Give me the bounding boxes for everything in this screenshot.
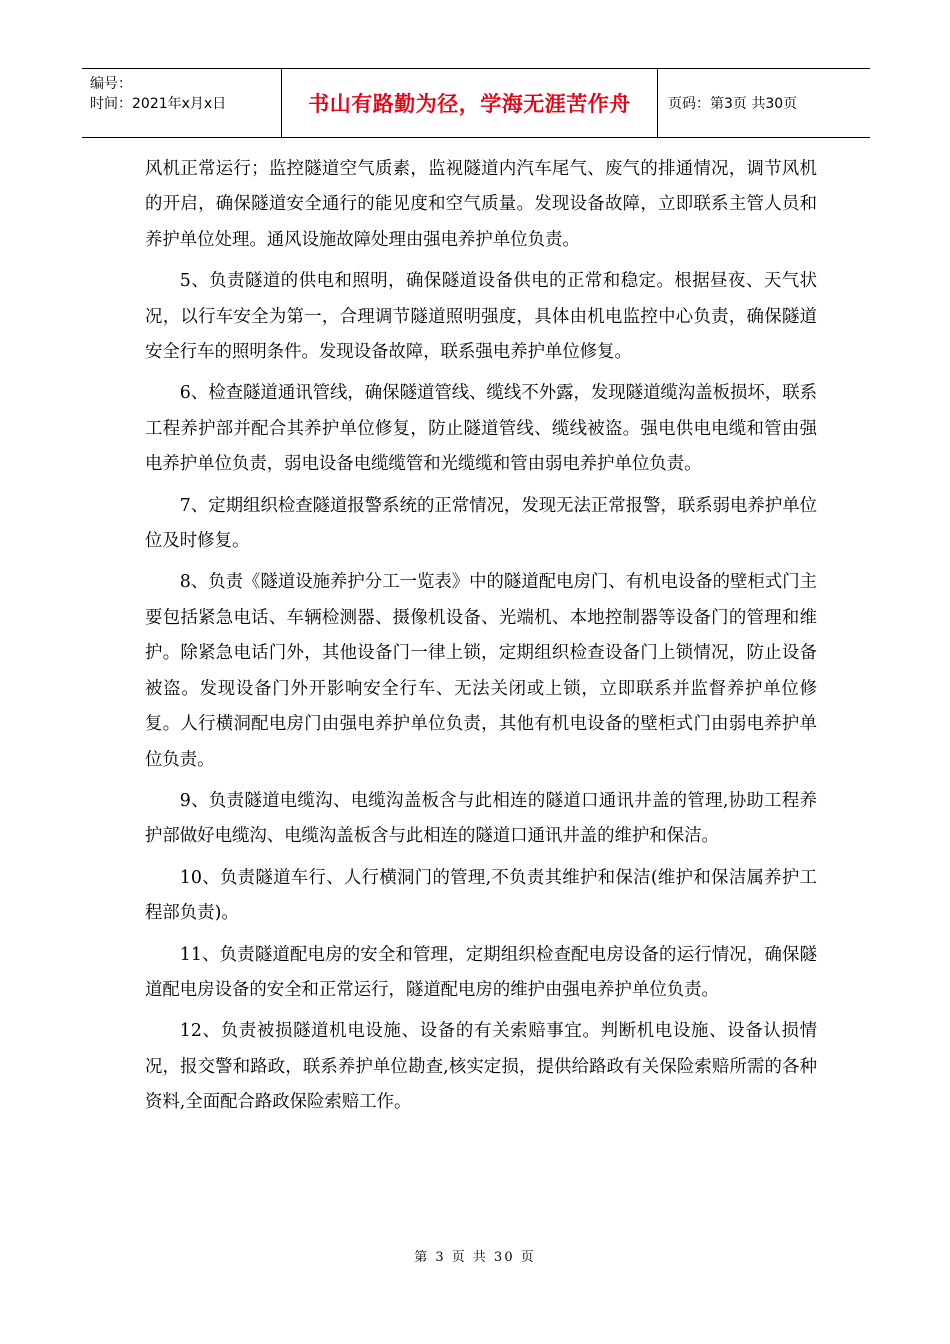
header-meta xyxy=(82,69,282,137)
page-footer: 第 3 页 共 30 页 xyxy=(414,1250,536,1265)
paragraph-continuation: 风机正常运行；监控隧道空气质素，监视隧道内汽车尾气、废气的排通情况，调节风机的开启，确保隧道安全通行的能见度和空气质量。发现设备故障，立即联系主管人员和养护单位处理。通风设施故障处理由强电养护单位负责。 xyxy=(145,159,817,250)
document-date-label: 时间：2021年x月x日 xyxy=(90,96,227,112)
document-code-label: 编号： xyxy=(90,76,132,92)
header-motto: 书山有路勤为径，学海无涯苦作舟 xyxy=(282,69,658,137)
paragraph-item-12: 12、负责被损隧道机电设施、设备的有关索赔事宜。判断机电设施、设备认损情况，报交警和路政，联系养护单位勘查,核实定损，提供给路政有关保险索赔所需的各种资料,全面配合路政保险索赔工作。 xyxy=(145,1021,817,1113)
paragraph-item-9: 9、负责隧道电缆沟、电缆沟盖板含与此相连的隧道口通讯井盖的管理,协助工程养护部做好电缆沟、电缆沟盖板含与此相连的隧道口通讯井盖的维护和保洁。 xyxy=(145,790,817,847)
paragraph-item-8: 8、负责《隧道设施养护分工一览表》中的隧道配电房门、有机电设备的壁柜式门主要包括紧急电话、车辆检测器、摄像机设备、光端机、本地控制器等设备门的管理和维护。除紧急电话门外，其他设备门一律上锁，定期组织检查设备门上锁情况，防止设备被盗。发现设备门外开影响安全行车、无法关闭或上锁，立即联系并监督养护单位修复。人行横洞配电房门由强电养护单位负责，其他有机电设备的壁柜式门由弱电养护单位负责。 xyxy=(145,572,817,770)
paragraph-item-10: 10、负责隧道车行、人行横洞门的管理,不负责其维护和保洁(维护和保洁属养护工程部负责)。 xyxy=(145,867,817,924)
header-page-number: 页码：第3页 共30页 xyxy=(668,96,798,112)
document-header xyxy=(82,68,870,138)
document-body xyxy=(145,152,817,1127)
paragraph-item-5: 5、负责隧道的供电和照明，确保隧道设备供电的正常和稳定。根据昼夜、天气状况，以行车安全为第一，合理调节隧道照明强度，具体由机电监控中心负责，确保隧道安全行车的照明条件。发现设备故障，联系强电养护单位修复。 xyxy=(145,271,817,363)
paragraph-item-11: 11、负责隧道配电房的安全和管理，定期组织检查配电房设备的运行情况，确保隧道配电房设备的安全和正常运行，隧道配电房的维护由强电养护单位负责。 xyxy=(145,944,817,1000)
paragraph-item-6: 6、检查隧道通讯管线，确保隧道管线、缆线不外露，发现隧道缆沟盖板损坏，联系工程养护部并配合其养护单位修复，防止隧道管线、缆线被盗。强电供电电缆和管由强电养护单位负责，弱电设备电缆缆管和光缆缆和管由弱电养护单位负责。 xyxy=(145,383,817,475)
paragraph-item-7: 7、定期组织检查隧道报警系统的正常情况，发现无法正常报警，联系弱电养护单位位及时修复。 xyxy=(145,495,817,552)
